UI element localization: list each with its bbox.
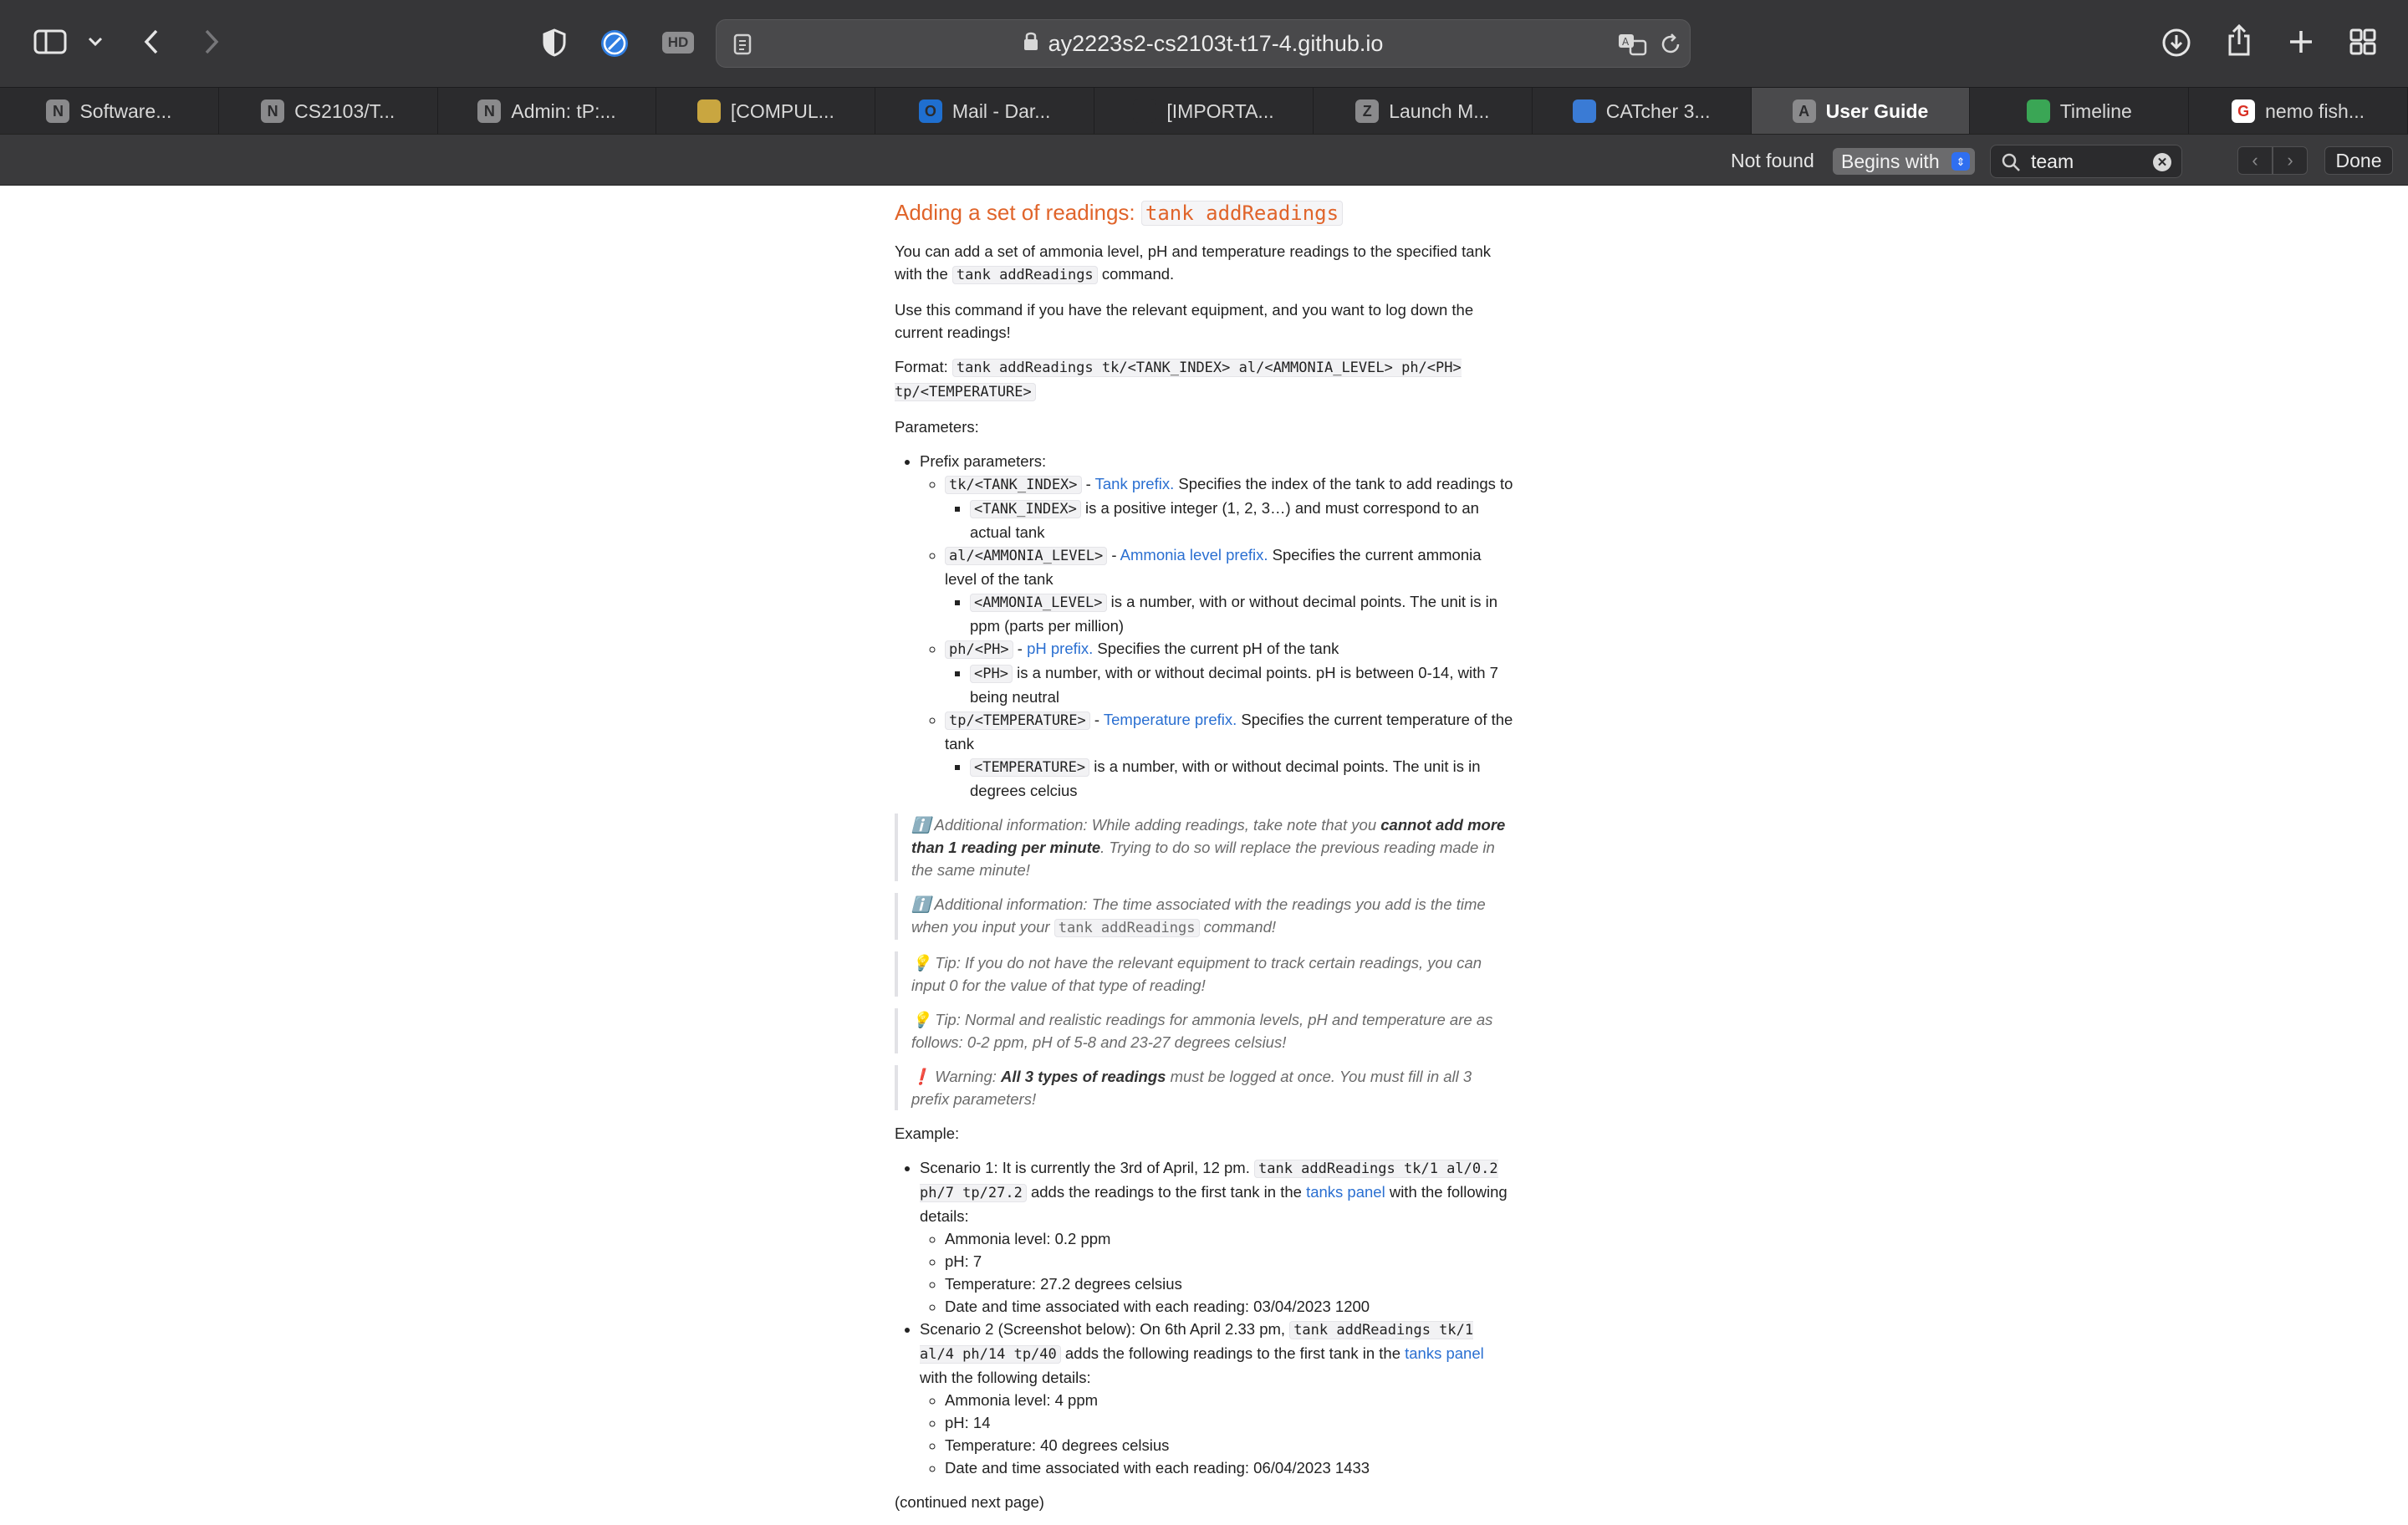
info-icon: ℹ️ xyxy=(911,895,931,913)
tab-label: User Guide xyxy=(1825,99,1929,122)
new-tab-icon[interactable] xyxy=(2286,27,2316,57)
tab-bar xyxy=(0,87,2408,134)
callout-text: command! xyxy=(1203,918,1277,936)
warning-callout xyxy=(895,1065,1513,1110)
updown-chevron-icon: ⇕ xyxy=(1951,152,1970,171)
param-code: al/<AMMONIA_LEVEL> xyxy=(945,547,1107,565)
tab-overview-icon[interactable] xyxy=(2348,27,2378,57)
browser-toolbar xyxy=(0,0,2408,87)
chevron-down-icon[interactable] xyxy=(85,32,105,52)
reload-icon[interactable] xyxy=(1658,32,1683,57)
tanks-panel-link[interactable]: tanks panel xyxy=(1405,1344,1484,1362)
param-code: ph/<PH> xyxy=(945,640,1013,659)
tab-item[interactable] xyxy=(1533,88,1752,135)
clear-icon[interactable]: ✕ xyxy=(2153,153,2171,171)
callout-text: Warning: xyxy=(935,1068,997,1085)
sidebar-toggle-icon[interactable] xyxy=(32,28,69,55)
param-temperature: ◦ tp/<TEMPERATURE> - Temperature prefix. Specifies the current temperature of the tank ▪ <TEMPERATURE> is a number, with or without decimal points. The unit is in degrees celcius xyxy=(945,708,1513,802)
param-code: tk/<TANK_INDEX> xyxy=(945,476,1082,494)
param-desc: is a positive integer (1, 2, 3…) and must correspond to an actual tank xyxy=(970,499,1479,541)
find-query: team xyxy=(2031,150,2074,172)
info-icon: ℹ️ xyxy=(911,816,931,834)
param-sublist xyxy=(945,590,1513,637)
ammonia-prefix-link[interactable]: Ammonia level prefix. xyxy=(1120,546,1268,564)
tab-item[interactable] xyxy=(1094,88,1314,135)
tip-callout xyxy=(895,1008,1513,1053)
param-sublist xyxy=(945,755,1513,802)
url-display[interactable] xyxy=(717,20,1690,67)
tab-item[interactable] xyxy=(2189,88,2408,135)
find-mode-select[interactable] xyxy=(1833,148,1975,175)
detail-item: ◦ Temperature: 40 degrees celsius xyxy=(945,1434,1513,1456)
find-search-field[interactable] xyxy=(1990,145,2182,178)
warning-icon: ❗ xyxy=(911,1068,931,1085)
back-icon[interactable] xyxy=(139,27,164,57)
tab-item[interactable] xyxy=(219,88,438,135)
scenario-text: adds the following readings to the first tank in the xyxy=(1064,1344,1400,1362)
tank-prefix-link[interactable]: Tank prefix. xyxy=(1094,475,1175,492)
param-desc: is a number, with or without decimal points. The unit is in degrees celcius xyxy=(970,757,1481,799)
privacy-shield-icon[interactable] xyxy=(540,27,569,59)
list-item xyxy=(920,450,1513,802)
tab-label: nemo fish... xyxy=(2265,99,2365,122)
scenario-1 xyxy=(920,1156,1513,1318)
section-title-text: Adding a set of readings: xyxy=(895,200,1135,225)
param-code: <TANK_INDEX> xyxy=(970,500,1081,518)
tab-favicon-icon: N xyxy=(46,99,69,123)
prefix-list xyxy=(920,472,1513,802)
tab-label: Mail - Dar... xyxy=(951,99,1051,122)
scenario-text: Scenario 2 (Screenshot below): On 6th April 2.33 pm, xyxy=(920,1320,1286,1338)
search-icon xyxy=(2001,152,2021,177)
tab-favicon-icon xyxy=(2027,99,2050,123)
prefix-label: Prefix parameters: xyxy=(920,452,1047,470)
ph-prefix-link[interactable]: pH prefix. xyxy=(1027,640,1094,657)
detail-item: ◦ Date and time associated with each reading: 06/04/2023 1433 xyxy=(945,1456,1513,1479)
intro-text: You can add a set of ammonia level, pH and temperature readings to the specified tank with the xyxy=(895,242,1492,283)
param-sub-item xyxy=(970,590,1513,637)
find-bar xyxy=(0,134,2408,186)
param-code: <PH> xyxy=(970,665,1013,683)
translate-icon[interactable] xyxy=(1616,32,1650,57)
lightbulb-icon: 💡 xyxy=(911,954,931,972)
param-tank: ◦ tk/<TANK_INDEX> - Tank prefix. Specifies the index of the tank to add readings to ▪ <TANK_INDEX> is a positive integer (1, 2, 3…) and must correspond to an actual tank xyxy=(945,472,1513,543)
section-title-code: tank addReadings xyxy=(1141,201,1343,226)
downloads-icon[interactable] xyxy=(2161,27,2192,59)
find-done-button[interactable]: Done xyxy=(2324,146,2393,175)
tab-label: CATcher 3... xyxy=(1605,99,1711,122)
callout-bold: cannot add more than 1 reading per minute xyxy=(911,816,1506,856)
info-callout xyxy=(895,814,1513,881)
tab-favicon-icon: O xyxy=(919,99,942,123)
scenario-code: tank addReadings tk/1 al/0.2 ph/7 tp/27.2 xyxy=(920,1160,1498,1201)
tab-item[interactable] xyxy=(656,88,875,135)
param-sublist xyxy=(945,497,1513,543)
tab-favicon-icon: G xyxy=(2232,99,2255,123)
param-desc: Specifies the index of the tank to add readings to xyxy=(1178,475,1513,492)
tip-callout xyxy=(895,951,1513,997)
scenario-text: Scenario 1: It is currently the 3rd of April, 12 pm. xyxy=(920,1159,1250,1176)
intro-paragraph xyxy=(895,240,1513,287)
scenario-code: tank addReadings tk/1 al/4 ph/14 tp/40 xyxy=(920,1322,1474,1363)
detail-item: ◦ Temperature: 27.2 degrees celsius xyxy=(945,1273,1513,1295)
share-icon[interactable] xyxy=(2224,23,2254,59)
tab-label: [IMPORTA... xyxy=(1166,99,1274,122)
lightbulb-icon: 💡 xyxy=(911,1011,931,1028)
callout-text: must be logged at once. You must fill in all 3 prefix parameters! xyxy=(911,1068,1472,1108)
param-sub-item xyxy=(970,661,1513,708)
param-sublist xyxy=(945,661,1513,708)
find-status: Not found xyxy=(1731,149,1814,171)
parameters-label: Parameters: xyxy=(895,418,979,436)
format-label: Format: xyxy=(895,358,948,375)
extension-compass-icon[interactable] xyxy=(599,28,630,59)
param-desc: Specifies the current ammonia level of the tank xyxy=(945,546,1482,588)
callout-text: . Trying to do so will replace the previous reading made in the same minute! xyxy=(911,839,1495,879)
example-label: Example: xyxy=(895,1125,960,1142)
format-paragraph xyxy=(895,355,1513,404)
forward-icon[interactable] xyxy=(199,27,224,57)
page-content xyxy=(895,186,1513,1525)
section-title xyxy=(895,197,1513,228)
usage-paragraph: Use this command if you have the relevant equipment, and you want to log down the current readings! xyxy=(895,301,1474,341)
tab-favicon-icon xyxy=(697,99,721,123)
param-sub-item xyxy=(970,755,1513,802)
find-next-button[interactable]: › xyxy=(2273,146,2308,175)
callout-text: Additional information: While adding readings, take note that you xyxy=(934,816,1377,834)
param-desc: Specifies the current pH of the tank xyxy=(1097,640,1339,657)
svg-text:A: A xyxy=(1622,36,1630,48)
inline-code: tank addReadings xyxy=(952,266,1098,284)
tab-item[interactable] xyxy=(0,88,219,135)
temperature-prefix-link[interactable]: Temperature prefix. xyxy=(1103,711,1237,728)
callout-text: Tip: If you do not have the relevant equipment to track certain readings, you can input 0 for the value of that type of reading! xyxy=(911,954,1482,994)
tab-favicon-icon: N xyxy=(261,99,284,123)
tab-item[interactable] xyxy=(438,88,657,135)
lock-icon xyxy=(1023,31,1038,57)
tab-item[interactable] xyxy=(1314,88,1533,135)
param-code: <TEMPERATURE> xyxy=(970,758,1089,777)
tab-favicon-icon: N xyxy=(477,99,501,123)
detail-item: ◦ Ammonia level: 0.2 ppm xyxy=(945,1227,1513,1250)
param-desc: is a number, with or without decimal points. pH is between 0-14, with 7 being neutral xyxy=(970,664,1498,706)
scenario-1-details xyxy=(920,1227,1513,1318)
continued-note: (continued next page) xyxy=(895,1493,1044,1511)
format-code: tank addReadings tk/<TANK_INDEX> al/<AMMONIA_LEVEL> ph/<PH> tp/<TEMPERATURE> xyxy=(895,360,1462,400)
example-list xyxy=(895,1156,1513,1479)
tab-label: Software... xyxy=(79,99,172,122)
callout-bold: All 3 types of readings xyxy=(1001,1068,1166,1085)
tab-label: Launch M... xyxy=(1389,99,1490,122)
tab-label: Admin: tP:... xyxy=(511,99,616,122)
hd-badge[interactable]: HD xyxy=(662,32,694,54)
tanks-panel-link[interactable]: tanks panel xyxy=(1306,1183,1385,1201)
tab-favicon-icon xyxy=(1133,99,1156,123)
info-callout xyxy=(895,893,1513,940)
url-text: ay2223s2-cs2103t-t17-4.github.io xyxy=(1048,30,1384,56)
address-bar[interactable] xyxy=(716,19,1691,68)
tab-label: CS2103/T... xyxy=(294,99,395,122)
tab-label: Timeline xyxy=(2059,99,2132,122)
param-desc: is a number, with or without decimal points. The unit is in ppm (parts per million) xyxy=(970,593,1498,635)
find-previous-button[interactable]: ‹ xyxy=(2237,146,2273,175)
find-mode-label: Begins with xyxy=(1841,150,1940,172)
param-ammonia: ◦ al/<AMMONIA_LEVEL> - Ammonia level prefix. Specifies the current ammonia level of the tank ▪ <AMMONIA_LEVEL> is a number, with or without decimal points. The unit is in ppm (parts per million) xyxy=(945,543,1513,637)
param-code: <AMMONIA_LEVEL> xyxy=(970,594,1107,612)
param-sub-item xyxy=(970,497,1513,543)
detail-item: ◦ pH: 14 xyxy=(945,1411,1513,1434)
parameters-list xyxy=(895,450,1513,802)
param-desc: Specifies the current temperature of the tank xyxy=(945,711,1513,752)
tab-favicon-icon: Z xyxy=(1355,99,1379,123)
detail-item: ◦ pH: 7 xyxy=(945,1250,1513,1273)
tab-item[interactable] xyxy=(1752,88,1971,135)
param-ph: ◦ ph/<PH> - pH prefix. Specifies the current pH of the tank ▪ <PH> is a number, with or without decimal points. pH is between 0-14, with 7 being neutral xyxy=(945,637,1513,708)
inline-code: tank addReadings xyxy=(1054,919,1200,937)
detail-item: ◦ Ammonia level: 4 ppm xyxy=(945,1389,1513,1411)
scenario-text: with the following details: xyxy=(920,1183,1508,1225)
tab-favicon-icon: A xyxy=(1793,99,1816,123)
callout-text: Additional information: The time associated with the readings you add is the time when you input your xyxy=(911,895,1486,936)
tab-label: [COMPUL... xyxy=(730,99,834,122)
scenario-2 xyxy=(920,1318,1513,1479)
intro-text-end: command. xyxy=(1101,265,1175,283)
tab-favicon-icon xyxy=(1573,99,1596,123)
callout-text: Tip: Normal and realistic readings for ammonia levels, pH and temperature are as follows: 0-2 ppm, pH of 5-8 and 23-27 degrees celsius! xyxy=(911,1011,1493,1051)
tab-item[interactable] xyxy=(1970,88,2189,135)
tab-item[interactable] xyxy=(875,88,1094,135)
scenario-2-details xyxy=(920,1389,1513,1479)
scenario-text: with the following details: xyxy=(920,1369,1091,1386)
scenario-text: adds the readings to the first tank in the xyxy=(1030,1183,1302,1201)
param-code: tp/<TEMPERATURE> xyxy=(945,711,1090,730)
detail-item: ◦ Date and time associated with each reading: 03/04/2023 1200 xyxy=(945,1295,1513,1318)
